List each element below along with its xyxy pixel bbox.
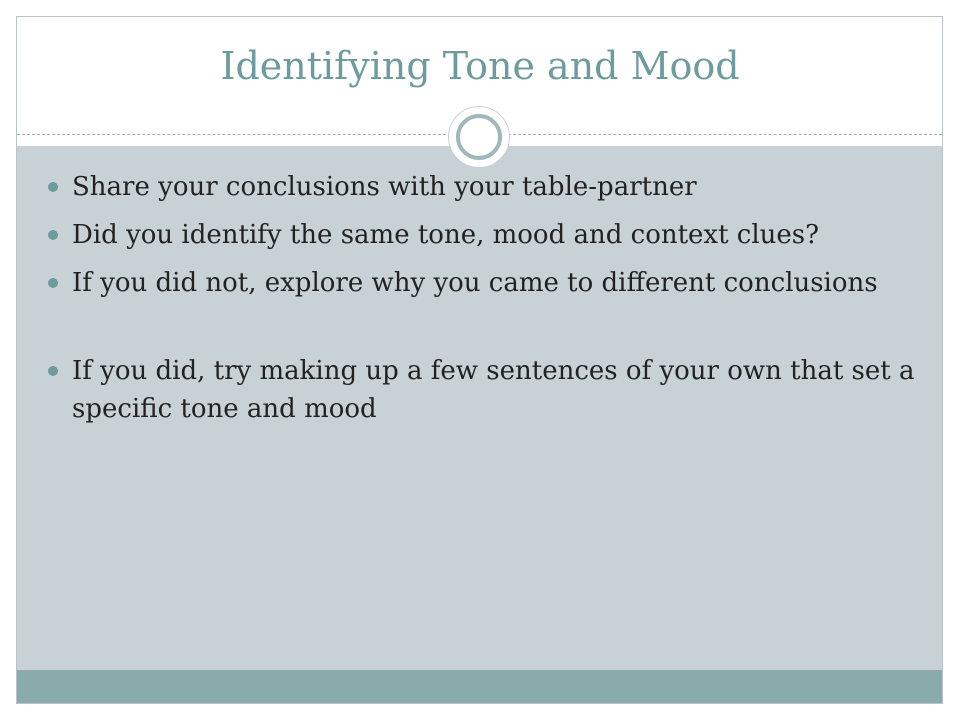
- bullet-dot-icon: [48, 182, 58, 192]
- bullet-dot-icon: [48, 230, 58, 240]
- bullet-dot-icon: [48, 366, 58, 376]
- bullet-item: [48, 168, 928, 206]
- bullet-text: If you did not, explore why you came to different conclusions: [72, 268, 878, 298]
- bullet-text: If you did, try making up a few sentences of your own that set a specific tone and mood: [72, 356, 915, 424]
- bullet-text: Did you identify the same tone, mood and context clues?: [72, 220, 820, 250]
- bullet-item: [48, 264, 928, 302]
- bullet-item: [48, 352, 928, 428]
- bullet-item: [48, 216, 928, 254]
- bullet-list: [48, 168, 928, 438]
- slide-title: Identifying Tone and Mood: [220, 44, 740, 88]
- ring-ornament-inner: [456, 114, 502, 160]
- bullet-dot-icon: [48, 278, 58, 288]
- bullet-text: Share your conclusions with your table-partner: [72, 172, 697, 202]
- bottom-band: [17, 670, 942, 703]
